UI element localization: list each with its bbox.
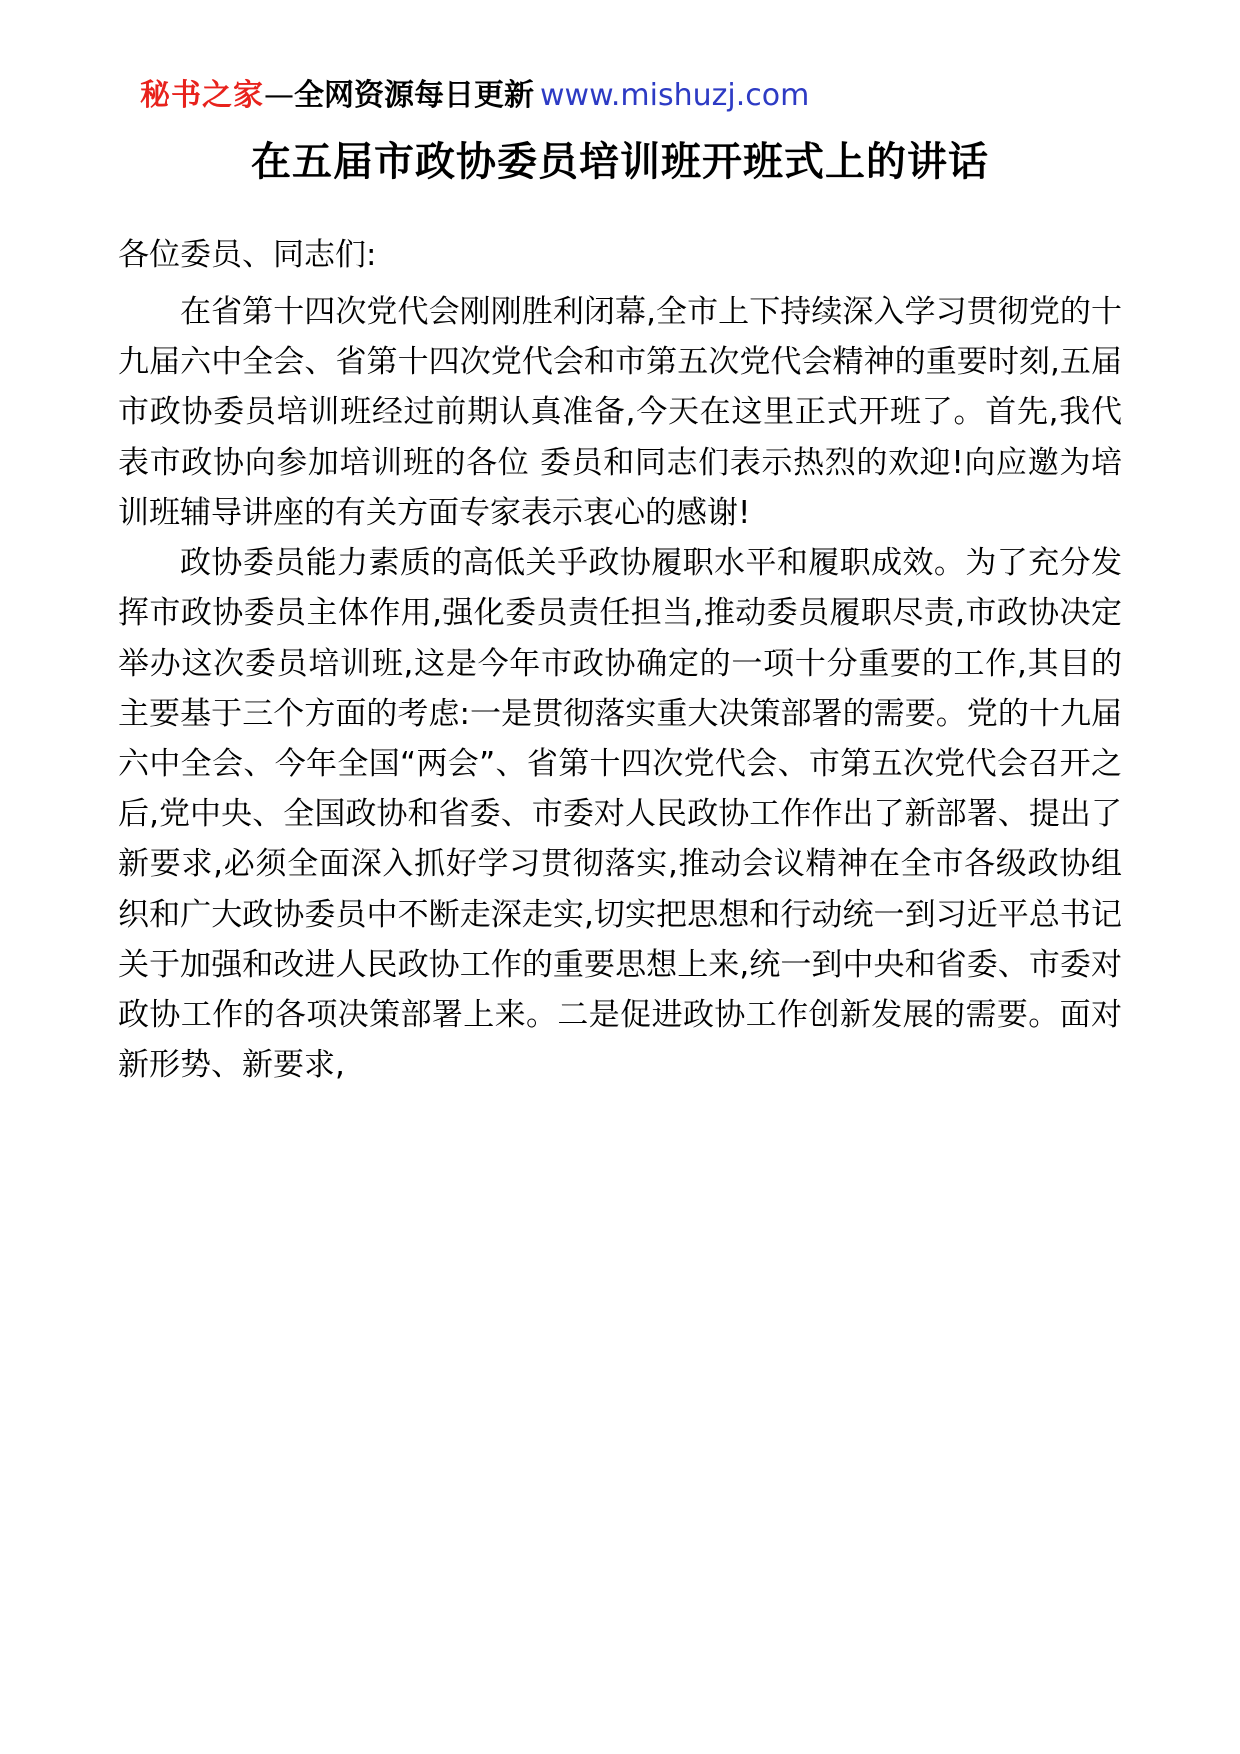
site-url[interactable]: www.mishuzj.com — [540, 78, 810, 113]
watermark-dash: — — [264, 78, 294, 113]
body-paragraph-2: 政协委员能力素质的高低关乎政协履职水平和履职成效。为了充分发挥市政协委员主体作用,强化委员责任担当,推动委员履职尽责,市政协决定举办这次委员培训班,这是今年市政协确定的一项十分重要的工作,其目的主要基于三个方面的考虑:一是贯彻落实重大决策部署的需要。党的十九届六中全会、今年全国“两会”、省第十四次党代会、市第五次党代会召开之后,党中央、全国政协和省委、市委对人民政协工作作出了新部署、提出了新要求,必须全面深入抓好学习贯彻落实,推动会议精神在全市各级政协组织和广大政协委员中不断走深走实,切实把思想和行动统一到习近平总书记关于加强和改进人民政协工作的重要思想上来,统一到中央和省委、市委对政协工作的各项决策部署上来。二是促进政协工作创新发展的需要。面对新形势、新要求, — [118, 545, 1122, 1084]
page-title: 在五届市政协委员培训班开班式上的讲话 — [251, 139, 989, 185]
site-watermark — [140, 78, 1122, 114]
salutation-line: 各位委员、同志们: — [118, 237, 377, 273]
body-paragraph-1: 在省第十四次党代会刚刚胜利闭幕,全市上下持续深入学习贯彻党的十九届六中全会、省第十四次党代会和市第五次党代会精神的重要时刻,五届市政协委员培训班经过前期认真准备,今天在这里正式开班了。首先,我代表市政协向参加培训班的各位 委员和同志们表示热烈的欢迎!向应邀为培训班辅导讲座的有关方面专家表示衷心的感谢! — [118, 294, 1122, 531]
site-tagline: 全网资源每日更新 — [294, 78, 534, 113]
site-brand: 秘书之家 — [140, 78, 264, 113]
